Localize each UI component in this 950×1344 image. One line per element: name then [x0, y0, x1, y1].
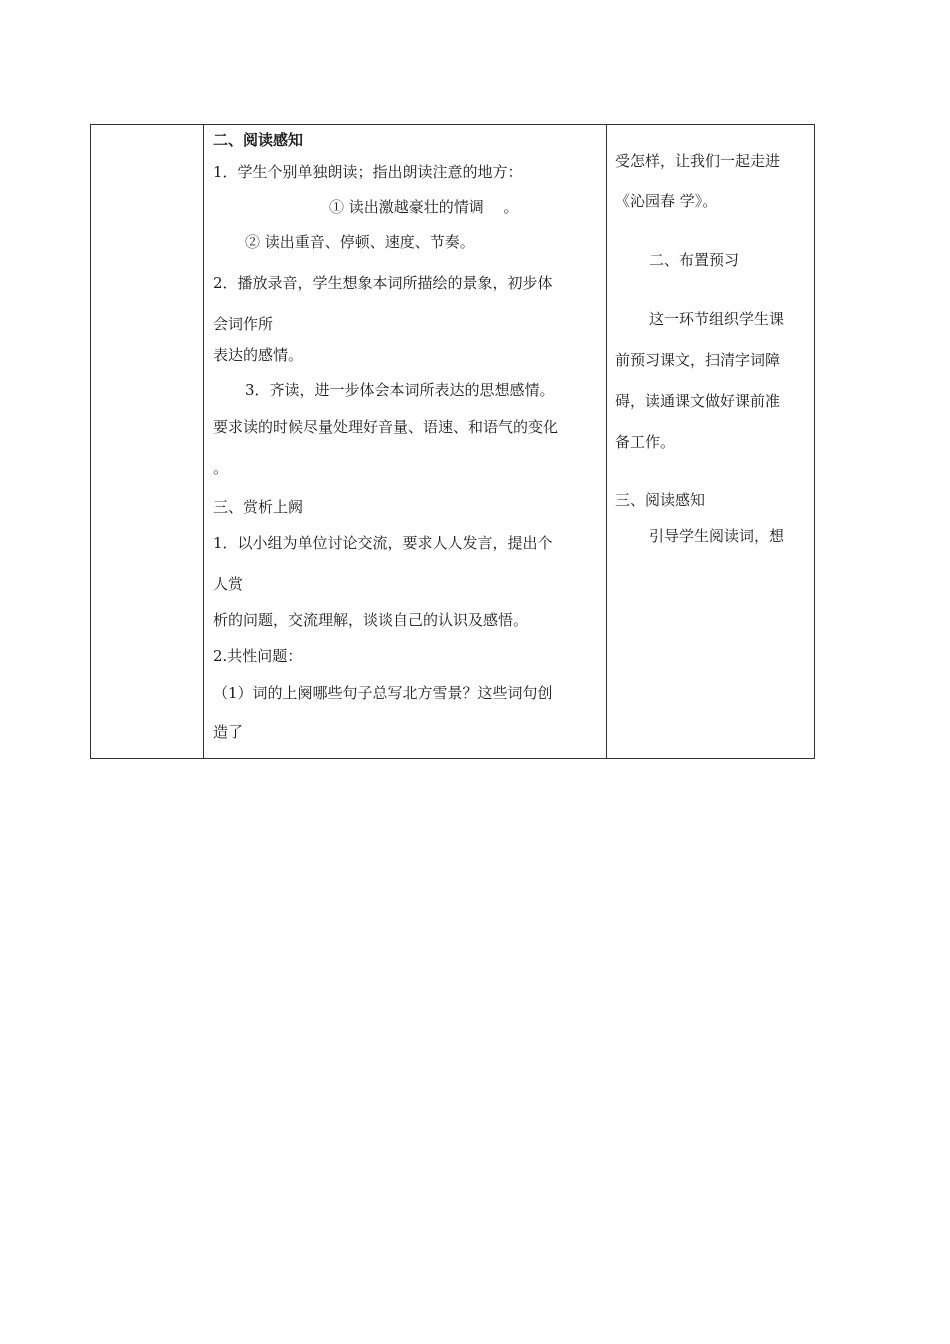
preview-line-1: 这一环节组织学生课: [649, 310, 785, 328]
preview-line-2: 前预习课文，扫清字词障: [615, 351, 781, 369]
appreciate-item-2: 2.共性问题：: [213, 647, 303, 665]
item-1-individual-reading: 1．学生个别单独朗读；指出朗读注意的地方：: [213, 163, 523, 181]
question-1-line-b: 造了: [213, 723, 244, 741]
appreciate-item-1-line-b: 人赏: [213, 575, 244, 593]
intent-line-1: 受怎样，让我们一起走进: [615, 152, 781, 170]
preview-line-3: 碍，读通课文做好课前准: [615, 392, 781, 410]
heading-appreciate-upper: 三、赏析上阙: [213, 498, 304, 516]
lesson-plan-table: [90, 124, 815, 759]
heading-reading-perception: 二、阅读感知: [213, 131, 304, 149]
item-3-line-c: 。: [213, 459, 229, 477]
item-2-line-a: 2．播放录音，学生想象本词所描绘的景象，初步体: [213, 274, 553, 292]
design-intent-cell: [607, 125, 814, 758]
heading-reading-perception-right: 三、阅读感知: [615, 491, 706, 509]
heading-assign-preview: 二、布置预习: [649, 251, 740, 269]
item-2-line-c: 表达的感情。: [213, 346, 304, 364]
appreciate-item-1-line-a: 1．以小组为单位讨论交流，要求人人发言，提出个: [213, 534, 553, 552]
question-1-line-a: （1）词的上阕哪些句子总写北方雪景？这些词句创: [213, 684, 553, 702]
appreciate-item-1-line-c: 析的问题，交流理解，谈谈自己的认识及感悟。: [213, 611, 529, 629]
sub-item-1: ① 读出激越豪壮的情调 。: [329, 198, 519, 216]
sub-item-2: ② 读出重音、停顿、速度、节奏。: [245, 233, 475, 251]
guide-line-1: 引导学生阅读词，想: [649, 527, 785, 545]
item-3-line-a: 3．齐读，进一步体会本词所表达的思想感情。: [245, 381, 555, 399]
teaching-process-cell: [204, 125, 607, 758]
item-2-line-b: 会词作所: [213, 315, 274, 333]
preview-line-4: 备工作。: [615, 433, 676, 451]
item-3-line-b: 要求读的时候尽量处理好音量、语速、和语气的变化: [213, 418, 559, 436]
intent-line-2: 《沁园春 学》。: [615, 192, 718, 210]
left-column-cell: [91, 125, 204, 758]
